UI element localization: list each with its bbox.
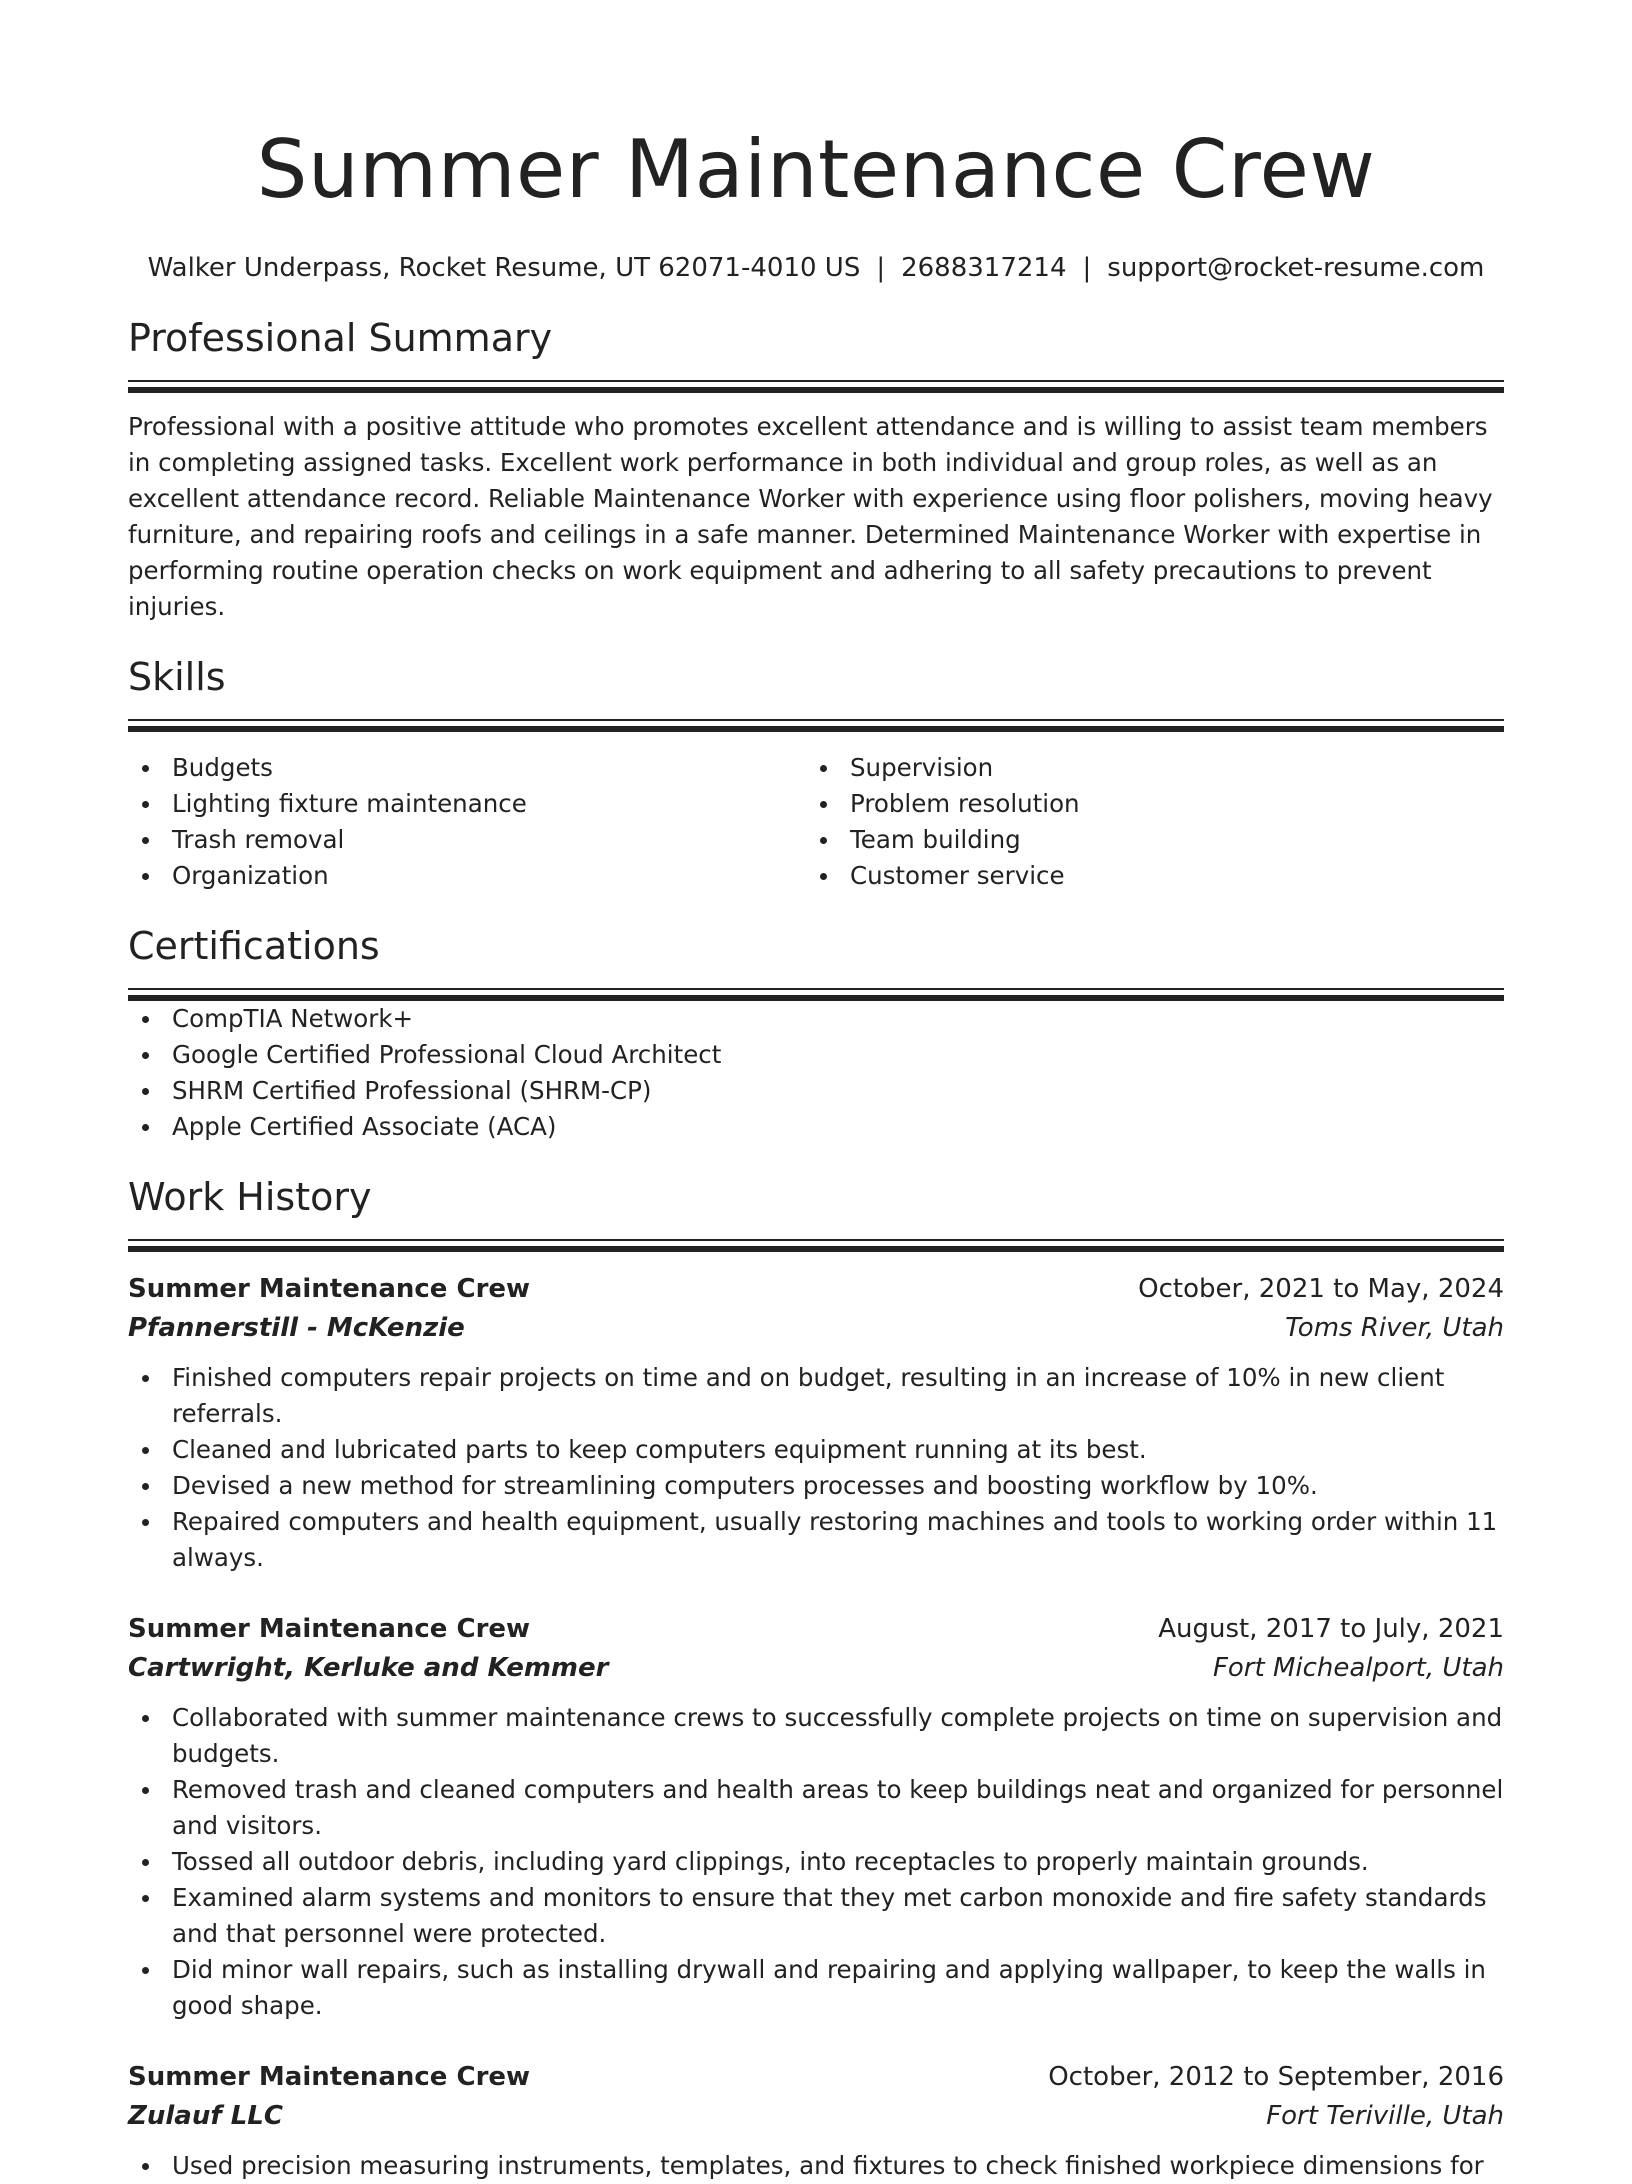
list-item: Supervision bbox=[806, 750, 1484, 786]
summary-text: Professional with a positive attitude who promotes excellent attendance and is willing to assist team members in completing assigned tasks. Excellent work performance in both individual and group roles, as well as an excellent attendance record. Reliable Maintenance Worker with experience using floor polishers, moving heavy furniture, and repairing roofs and ceilings in a safe manner. Determined Maintenance Worker with expertise in performing routine operation checks on work equipment and adhering to all safety precautions to prevent injuries. bbox=[128, 412, 1493, 621]
list-item: Google Certified Professional Cloud Architect bbox=[128, 1037, 1504, 1073]
job-location: Fort Teriville, Utah bbox=[1266, 2101, 1504, 2131]
list-item: Team building bbox=[806, 822, 1484, 858]
section-title-certifications: Certifications bbox=[128, 924, 380, 968]
contact-phone: 2688317214 bbox=[901, 253, 1067, 283]
job-company: Pfannerstill - McKenzie bbox=[128, 1313, 465, 1343]
job-dates: October, 2021 to May, 2024 bbox=[1138, 1274, 1504, 1304]
list-item: Organization bbox=[128, 858, 806, 894]
job-bullets bbox=[128, 1360, 1504, 1576]
contact-separator: | bbox=[876, 253, 886, 283]
section-title-summary: Professional Summary bbox=[128, 316, 553, 360]
list-item: Tossed all outdoor debris, including yard clippings, into receptacles to properly maintain grounds. bbox=[128, 1844, 1504, 1880]
job-dates: October, 2012 to September, 2016 bbox=[1048, 2062, 1504, 2092]
section-title-work-history: Work History bbox=[128, 1175, 372, 1219]
skills-columns bbox=[128, 750, 1504, 894]
job-bullets bbox=[128, 1700, 1504, 2024]
contact-separator: | bbox=[1082, 253, 1092, 283]
job-bullets bbox=[128, 2148, 1504, 2184]
section-title-skills: Skills bbox=[128, 655, 226, 699]
job-location: Toms River, Utah bbox=[1285, 1313, 1504, 1343]
list-item: Repaired computers and health equipment, usually restoring machines and tools to working order within 11 always. bbox=[128, 1504, 1504, 1576]
list-item: Finished computers repair projects on time and on budget, resulting in an increase of 10% in new client referrals. bbox=[128, 1360, 1504, 1432]
list-item: Lighting fixture maintenance bbox=[128, 786, 806, 822]
skills-list-left bbox=[128, 750, 806, 894]
certifications-list bbox=[128, 1001, 1504, 1145]
skills-section bbox=[128, 653, 1504, 894]
skills-list-right bbox=[806, 750, 1484, 894]
list-item: Collaborated with summer maintenance crews to successfully complete projects on time on supervision and budgets. bbox=[128, 1700, 1504, 1772]
section-divider bbox=[128, 1239, 1504, 1252]
list-item: Trash removal bbox=[128, 822, 806, 858]
contact-line bbox=[128, 252, 1504, 284]
job-entry bbox=[128, 2058, 1504, 2184]
list-item: Did minor wall repairs, such as installing drywall and repairing and applying wallpaper, to keep the walls in good shape. bbox=[128, 1952, 1504, 2024]
section-divider bbox=[128, 988, 1504, 1001]
job-title: Summer Maintenance Crew bbox=[128, 1614, 531, 1644]
list-item: Devised a new method for streamlining computers processes and boosting workflow by 10%. bbox=[128, 1468, 1504, 1504]
section-divider bbox=[128, 719, 1504, 732]
list-item: Used precision measuring instruments, templates, and fixtures to check finished workpiece dimensions for bbox=[128, 2148, 1504, 2184]
job-dates: August, 2017 to July, 2021 bbox=[1158, 1614, 1504, 1644]
job-company: Zulauf LLC bbox=[128, 2101, 283, 2131]
list-item: Removed trash and cleaned computers and health areas to keep buildings neat and organized for personnel and visitors. bbox=[128, 1772, 1504, 1844]
job-entry bbox=[128, 1610, 1504, 2024]
list-item: Problem resolution bbox=[806, 786, 1484, 822]
job-entry bbox=[128, 1270, 1504, 1576]
section-divider bbox=[128, 380, 1504, 393]
list-item: Customer service bbox=[806, 858, 1484, 894]
list-item: Examined alarm systems and monitors to ensure that they met carbon monoxide and fire safety standards and that personnel were protected. bbox=[128, 1880, 1504, 1952]
job-title: Summer Maintenance Crew bbox=[128, 2062, 531, 2092]
list-item: Budgets bbox=[128, 750, 806, 786]
resume-page bbox=[128, 0, 1504, 2184]
work-history-section bbox=[128, 1173, 1504, 2184]
certifications-section bbox=[128, 922, 1504, 1145]
list-item: SHRM Certified Professional (SHRM-CP) bbox=[128, 1073, 1504, 1109]
contact-address: Walker Underpass, Rocket Resume, UT 62071-4010 US bbox=[147, 253, 861, 283]
summary-section bbox=[128, 314, 1504, 625]
job-location: Fort Michealport, Utah bbox=[1212, 1653, 1504, 1683]
candidate-name: Summer Maintenance Crew bbox=[256, 123, 1376, 216]
list-item: CompTIA Network+ bbox=[128, 1001, 1504, 1037]
list-item: Apple Certified Associate (ACA) bbox=[128, 1109, 1504, 1145]
contact-email: support@rocket-resume.com bbox=[1107, 253, 1485, 283]
list-item: Cleaned and lubricated parts to keep computers equipment running at its best. bbox=[128, 1432, 1504, 1468]
job-title: Summer Maintenance Crew bbox=[128, 1274, 531, 1304]
job-company: Cartwright, Kerluke and Kemmer bbox=[128, 1653, 609, 1683]
